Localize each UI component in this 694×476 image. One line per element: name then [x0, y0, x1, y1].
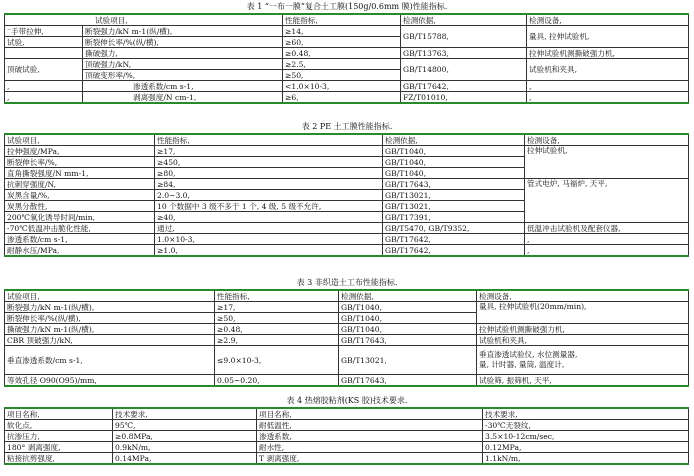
- t2-std: GB/T17642,: [383, 234, 525, 245]
- table4-caption: 表 4 热熔胶粘剂(KS 胶)技术要求.: [286, 396, 408, 405]
- t3-std: GB/T1040,: [339, 313, 477, 324]
- t1-device: 量具, 拉伸试验机,: [527, 26, 689, 48]
- t1-device: ,: [527, 81, 689, 92]
- t2-item: 抗刺穿强度/N,: [5, 179, 155, 190]
- t2-item: 直角撕裂强度/N mm-1,: [5, 168, 155, 179]
- t1-empty: [5, 48, 83, 59]
- t3-item: 等效孔径 O90(O95)/mm,: [5, 375, 215, 387]
- t2-value: ≥80,: [155, 168, 383, 179]
- t1-std: GB/T14800,: [401, 59, 527, 81]
- table3: [4, 289, 689, 387]
- t1-header-spec: 性能指标,: [283, 14, 401, 26]
- t2-header-device: 检测设备,: [525, 134, 689, 146]
- t2-value: 1.0×10-3,: [155, 234, 383, 245]
- table3-caption: 表 3 非织造土工布性能指标.: [296, 278, 398, 287]
- t1-std: FZ/T01010,: [401, 92, 527, 104]
- t4-value: 1.1kN/m,: [483, 453, 689, 465]
- t3-device-line1: 垂直渗透试验仪, 水位测量器,: [479, 350, 578, 359]
- t2-value: ≥84,: [155, 179, 383, 190]
- t3-item: 垂直渗透系数/cm s-1,: [5, 346, 215, 375]
- t1-pre: ,: [5, 81, 83, 92]
- t3-device: 试验筛, 振筛机, 天平,: [477, 375, 689, 387]
- t4-value: 0.9kN/m,: [113, 442, 257, 453]
- t3-header-device: 检测设备,: [477, 290, 689, 302]
- t4-value: 0.14MPa,: [113, 453, 257, 465]
- table1-caption: 表 1 “一布一膜”复合土工膜(150g/0.6mm 膜)性能指标.: [246, 2, 448, 11]
- t4-item: 粘接抗剪强度,: [5, 453, 113, 465]
- t3-device: 试验机和夹具,: [477, 335, 689, 346]
- t2-item: -70℃低温冲击脆化性能,: [5, 223, 155, 234]
- t2-std: GB/T1040,: [383, 168, 525, 179]
- t2-std: GB/T1040,: [383, 146, 525, 157]
- t3-header-spec: 性能指标,: [215, 290, 339, 302]
- t4-value: 3.5×10-12cm/sec,: [483, 431, 689, 442]
- t2-item: 200℃氧化诱导时间/min,: [5, 212, 155, 223]
- t4-item: 180° 剥离强度,: [5, 442, 113, 453]
- t2-device: 低温冲击试验机及配套仪器,: [525, 223, 689, 234]
- t3-value: ≥17,: [215, 302, 339, 313]
- t2-item: 炭黑含量/%,: [5, 190, 155, 201]
- table4: [4, 407, 689, 465]
- t1-group-tensile-a: ⁻手带拉伸,: [5, 26, 83, 37]
- t1-item: 撕破强力,: [83, 48, 283, 59]
- t1-device: ,: [527, 92, 689, 104]
- t3-std: GB/T13021,: [339, 346, 477, 375]
- t2-std: GB/T17642,: [383, 245, 525, 257]
- t4-item: 耐水性,: [257, 442, 483, 453]
- t1-value: ≥2.5,: [283, 59, 401, 70]
- t4-header-req-a: 技术要求,: [113, 408, 257, 420]
- t2-device: 管式电炉, 马福炉, 天平,: [525, 179, 689, 223]
- t4-item: T 剥离强度,: [257, 453, 483, 465]
- t1-std: GB/T17642,: [401, 81, 527, 92]
- t3-item: CBR 顶破强力/kN,: [5, 335, 215, 346]
- t2-std: GB/T13021,: [383, 190, 525, 201]
- t1-value: <1.0×10-3,: [283, 81, 401, 92]
- t3-header-std: 检测依据,: [339, 290, 477, 302]
- t2-value: ≥40,: [155, 212, 383, 223]
- t2-value: ≥1.0,: [155, 245, 383, 257]
- t3-value: ≤9.0×10-3,: [215, 346, 339, 375]
- t2-device: ,: [525, 234, 689, 245]
- t2-value: ≥450,: [155, 157, 383, 168]
- t4-value: -30℃无裂纹,: [483, 420, 689, 431]
- t1-item: 断裂强力/kN m-1(纵/横),: [83, 26, 283, 37]
- t3-item: 撕破强力/kN m-1(纵/横),: [5, 324, 215, 335]
- t3-device-line2: 量, 计时器, 量筒, 温度计,: [479, 360, 565, 369]
- table1: [4, 13, 689, 104]
- t4-header-item-b: 项目名称,: [257, 408, 483, 420]
- t2-item: 渗透系数/cm s-1,: [5, 234, 155, 245]
- table2-caption: 表 2 PE 土工膜性能指标.: [301, 122, 393, 131]
- t1-value: ≥14,: [283, 26, 401, 37]
- t2-std: GB/T5470, GB/T9352,: [383, 223, 525, 234]
- t1-header-device: 检测设备,: [527, 14, 689, 26]
- t3-device: 量具, 拉伸试验机(20mm/min),: [477, 302, 689, 324]
- t4-header-req-b: 技术要求,: [483, 408, 689, 420]
- t2-std: GB/T17643,: [383, 179, 525, 190]
- t2-std: GB/T1040,: [383, 157, 525, 168]
- t3-value: ≥0.48,: [215, 324, 339, 335]
- t3-std: GB/T17643,: [339, 335, 477, 346]
- t1-value: ≥50,: [283, 70, 401, 81]
- t3-device: [477, 346, 689, 375]
- t4-item: 渗透系数,: [257, 431, 483, 442]
- t1-device: 拉伸试验机测撕破强力机,: [527, 48, 689, 59]
- t4-value: 95℃,: [113, 420, 257, 431]
- t3-value: 0.05~0.20,: [215, 375, 339, 387]
- t3-std: GB/T1040,: [339, 302, 477, 313]
- t2-header-spec: 性能指标,: [155, 134, 383, 146]
- table2: [4, 133, 689, 257]
- t1-std: GB/T15788,: [401, 26, 527, 48]
- t2-std: GB/T17391,: [383, 212, 525, 223]
- t1-item: 渗透系数/cm s-1,: [83, 81, 283, 92]
- t2-item: 炭黑分散性,: [5, 201, 155, 212]
- t3-value: ≥2.9,: [215, 335, 339, 346]
- t2-item: 耐静水压/MPa,: [5, 245, 155, 257]
- t3-std: GB/T1040,: [339, 324, 477, 335]
- t2-value: ≥17,: [155, 146, 383, 157]
- t2-value: 10 个数据中 3 级不多于 1 个, 4 级, 5 级不允许,: [155, 201, 383, 212]
- t3-item: 断裂强力/kN m-1(纵/横),: [5, 302, 215, 313]
- t3-item: 断裂伸长率/%(纵/横),: [5, 313, 215, 324]
- t4-value: 0.12MPa,: [483, 442, 689, 453]
- t1-group-tensile-b: 试验,: [5, 37, 83, 48]
- t3-std: GB/T17643,: [339, 375, 477, 387]
- t3-device: 拉伸试验机测撕破强力机,: [477, 324, 689, 335]
- t4-header-item-a: 项目名称,: [5, 408, 113, 420]
- t3-header-item: 试验项目,: [5, 290, 215, 302]
- t2-value: 通过,: [155, 223, 383, 234]
- t3-value: ≥50,: [215, 313, 339, 324]
- t1-item: 剥离强度/N cm-1,: [83, 92, 283, 104]
- t4-item: 耐低温性,: [257, 420, 483, 431]
- t1-item: 顶破强力/kN,: [83, 59, 283, 70]
- t1-value: ≥60,: [283, 37, 401, 48]
- t1-value: ≥6,: [283, 92, 401, 104]
- t2-item: 断裂伸长率/%,: [5, 157, 155, 168]
- t1-std: GB/T13763,: [401, 48, 527, 59]
- t2-header-item: 试验项目,: [5, 134, 155, 146]
- t2-value: 2.0~3.0,: [155, 190, 383, 201]
- t2-device: 拉伸试验机,: [525, 146, 689, 179]
- t1-group-burst: 顶破试验,: [5, 59, 83, 81]
- t1-item: 断裂伸长率/%(纵/横),: [83, 37, 283, 48]
- t2-header-std: 检测依据,: [383, 134, 525, 146]
- t4-value: ≥0.8MPa,: [113, 431, 257, 442]
- t2-std: GB/T13021,: [383, 201, 525, 212]
- t2-item: 拉伸强度/MPa,: [5, 146, 155, 157]
- t1-value: ≥0.48,: [283, 48, 401, 59]
- t4-item: 抗渗压力,: [5, 431, 113, 442]
- t1-header-std: 检测依据,: [401, 14, 527, 26]
- t1-pre: ,: [5, 92, 83, 104]
- t1-device: 试验机和夹具,: [527, 59, 689, 81]
- t1-header-item: 试验项目,: [5, 14, 283, 26]
- t2-device: ,: [525, 245, 689, 257]
- t4-item: 软化点,: [5, 420, 113, 431]
- t1-item: 顶破变形率/%,: [83, 70, 283, 81]
